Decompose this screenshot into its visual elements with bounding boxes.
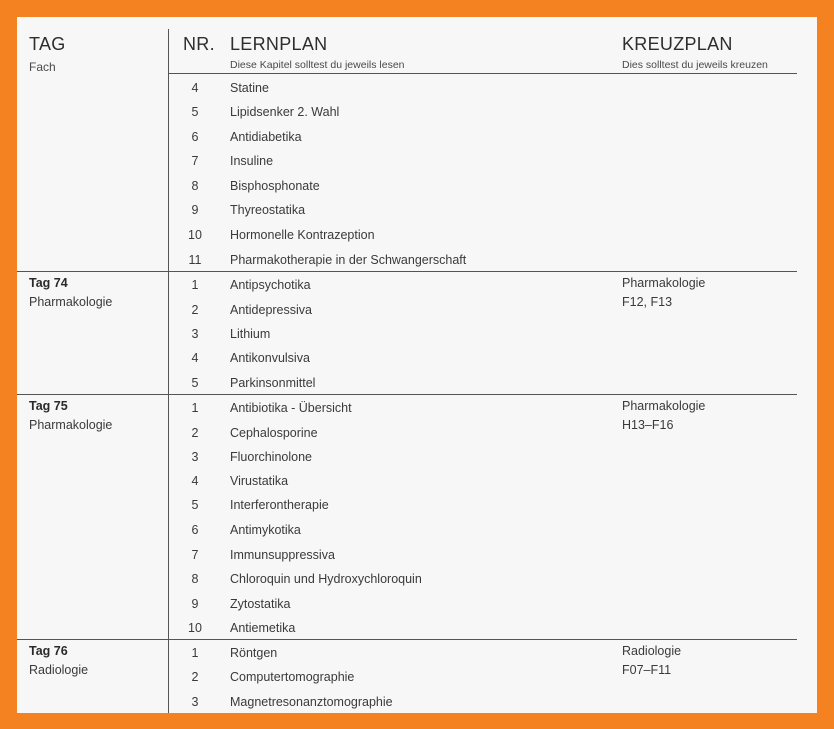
row-number: 1 (191, 401, 199, 415)
row-number: 6 (191, 523, 199, 537)
lernplan-item: Antimykotika (230, 523, 301, 537)
lernplan-item: Insuline (230, 154, 274, 168)
day-subject: Pharmakologie (29, 295, 113, 309)
day-label: Tag 75 (29, 399, 68, 413)
row-number: 1 (191, 278, 199, 292)
lernplan-item: Computertomographie (230, 670, 355, 684)
lernplan-subheader: Diese Kapitel solltest du jeweils lesen (230, 59, 405, 71)
kreuzplan-subheader: Dies solltest du jeweils kreuzen (622, 59, 768, 71)
lernplan-item: Pharmakotherapie in der Schwangerschaft (230, 253, 467, 267)
row-number: 8 (191, 572, 199, 586)
lernplan-item: Fluorchinolone (230, 450, 312, 464)
fach-subheader: Fach (29, 60, 56, 74)
row-number: 7 (191, 154, 199, 168)
lernplan-item: Antibiotika - Übersicht (230, 401, 352, 415)
kreuzplan-subject: Radiologie (622, 644, 682, 658)
day-separator (17, 271, 797, 272)
kreuzplan-range: H13–F16 (622, 418, 674, 432)
day-subject: Radiologie (29, 663, 89, 677)
lernplan-item: Antiemetika (230, 621, 296, 635)
header-rule (169, 73, 797, 74)
lernplan-item: Hormonelle Kontrazeption (230, 228, 375, 242)
day-separator (17, 639, 797, 640)
row-number: 4 (191, 474, 199, 488)
day-label: Tag 76 (29, 644, 68, 658)
kreuzplan-header: KREUZPLAN (622, 34, 733, 54)
row-number: 5 (191, 376, 199, 390)
lernplan-item: Magnetresonanztomographie (230, 695, 393, 709)
day-subject: Pharmakologie (29, 418, 113, 432)
row-number: 2 (191, 670, 199, 684)
column-divider (168, 29, 169, 713)
lernplan-item: Immunsuppressiva (230, 548, 335, 562)
lernplan-item: Cephalosporine (230, 426, 318, 440)
lernplan-item: Röntgen (230, 646, 278, 660)
row-number: 2 (191, 303, 199, 317)
lernplan-item: Interferontherapie (230, 498, 329, 512)
lernplan-item: Bisphosphonate (230, 179, 320, 193)
row-number: 10 (188, 621, 202, 635)
study-plan-sheet (17, 17, 817, 713)
lernplan-item: Lithium (230, 327, 271, 341)
row-number: 6 (191, 130, 199, 144)
lernplan-item: Antidepressiva (230, 303, 312, 317)
kreuzplan-range: F12, F13 (622, 295, 673, 309)
row-number: 11 (188, 253, 202, 267)
row-number: 9 (191, 203, 199, 217)
row-number: 5 (191, 105, 199, 119)
tag-header: TAG (29, 34, 66, 54)
row-number: 9 (191, 597, 199, 611)
row-number: 1 (191, 646, 199, 660)
row-number: 5 (191, 498, 199, 512)
lernplan-item: Parkinsonmittel (230, 376, 316, 390)
lernplan-item: Antidiabetika (230, 130, 302, 144)
lernplan-header: LERNPLAN (230, 34, 328, 54)
kreuzplan-subject: Pharmakologie (622, 399, 706, 413)
row-number: 4 (191, 351, 199, 365)
lernplan-item: Antikonvulsiva (230, 351, 310, 365)
lernplan-item: Chloroquin und Hydroxychloroquin (230, 572, 422, 586)
row-number: 10 (188, 228, 202, 242)
row-number: 3 (191, 450, 199, 464)
lernplan-item: Thyreostatika (230, 203, 306, 217)
day-label: Tag 74 (29, 276, 68, 290)
row-number: 2 (191, 426, 199, 440)
row-number: 7 (191, 548, 199, 562)
kreuzplan-range: F07–F11 (622, 663, 672, 677)
row-number: 8 (191, 179, 199, 193)
lernplan-item: Virustatika (230, 474, 289, 488)
day-separator (17, 394, 797, 395)
kreuzplan-subject: Pharmakologie (622, 276, 706, 290)
lernplan-item: Statine (230, 81, 269, 95)
lernplan-item: Antipsychotika (230, 278, 311, 292)
row-number: 4 (191, 81, 199, 95)
lernplan-item: Zytostatika (230, 597, 291, 611)
nr-header: NR. (183, 34, 215, 54)
row-number: 3 (191, 695, 199, 709)
row-number: 3 (191, 327, 199, 341)
lernplan-item: Lipidsenker 2. Wahl (230, 105, 340, 119)
